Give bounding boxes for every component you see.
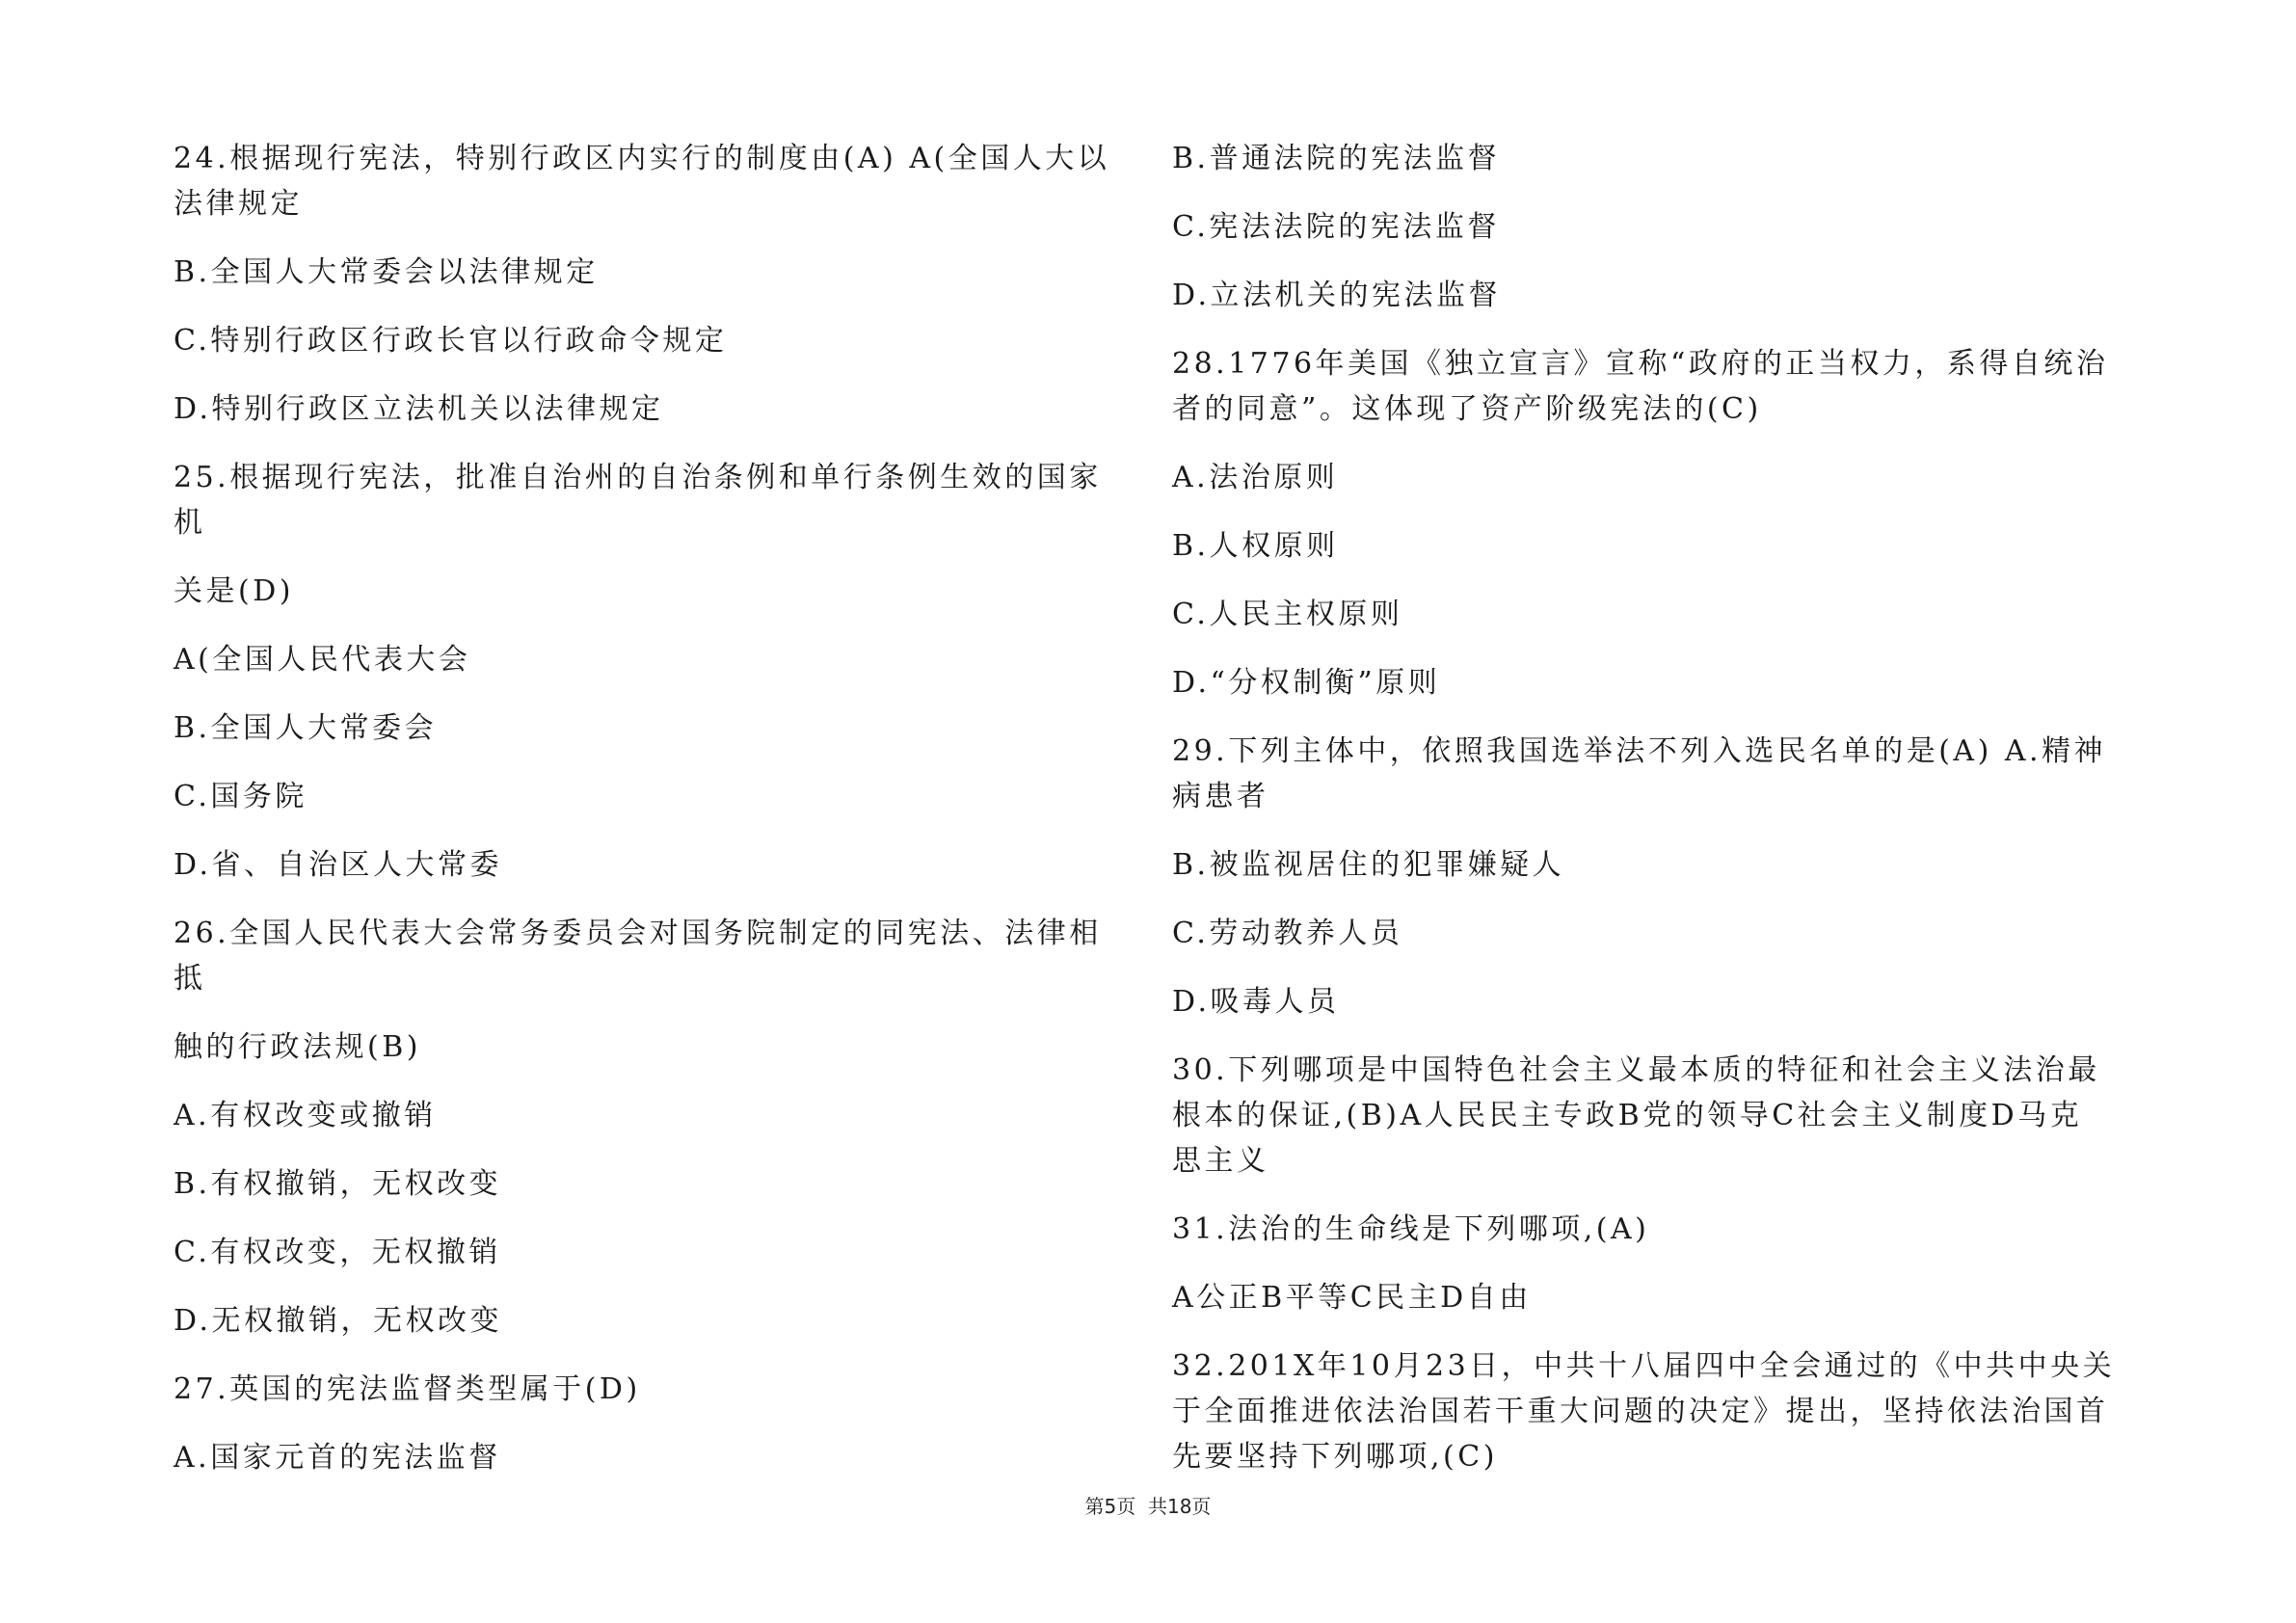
question-paragraph bbox=[174, 136, 1128, 226]
question-paragraph bbox=[174, 455, 1128, 545]
text-line: 触的行政法规(B) bbox=[174, 1030, 421, 1064]
question-paragraph bbox=[174, 386, 1128, 432]
text-line: B.人权原则 bbox=[1172, 529, 1339, 563]
text-line: A(全国人民代表大会 bbox=[174, 643, 471, 677]
text-line: 24.根据现行宪法，特别行政区内实行的制度由(A) A(全国人大以 bbox=[174, 142, 1110, 175]
question-paragraph bbox=[1172, 911, 2146, 956]
question-paragraph bbox=[174, 569, 1128, 614]
question-paragraph bbox=[1172, 1207, 2146, 1252]
question-paragraph bbox=[174, 1298, 1128, 1344]
text-line: 30.下列哪项是中国特色社会主义最本质的特征和社会主义法治最 bbox=[1172, 1053, 2100, 1087]
question-paragraph bbox=[1172, 660, 2146, 705]
question-paragraph bbox=[174, 1435, 1128, 1480]
question-paragraph bbox=[1172, 729, 2146, 819]
question-paragraph bbox=[1172, 842, 2146, 888]
text-line: D.“分权制衡”原则 bbox=[1172, 666, 1441, 700]
text-line: C.特别行政区行政长官以行政命令规定 bbox=[174, 324, 728, 358]
text-line: 25.根据现行宪法，批准自治州的自治条例和单行条例生效的国家 bbox=[174, 461, 1102, 494]
text-line: 者的同意”。这体现了资产阶级宪法的(C) bbox=[1172, 392, 1762, 426]
text-line: 32.201X年10月23日，中共十八届四中全会通过的《中共中央关 bbox=[1172, 1349, 2116, 1383]
text-line: 31.法治的生命线是下列哪项,(A) bbox=[1172, 1212, 1650, 1246]
question-paragraph bbox=[1172, 341, 2146, 432]
question-paragraph bbox=[1172, 455, 2146, 500]
text-line: 关是(D) bbox=[174, 574, 294, 608]
question-paragraph bbox=[1172, 523, 2146, 569]
text-line: D.立法机关的宪法监督 bbox=[1172, 279, 1502, 312]
text-line: 先要坚持下列哪项,(C) bbox=[1172, 1440, 1498, 1474]
text-line: 根本的保证,(B)A人民民主专政B党的领导C社会主义制度D马克 bbox=[1172, 1099, 2083, 1132]
text-line: A.国家元首的宪法监督 bbox=[174, 1441, 501, 1475]
page-footer: 第5页 共18页 bbox=[1084, 1495, 1212, 1518]
question-paragraph bbox=[174, 1367, 1128, 1412]
text-line: D.吸毒人员 bbox=[1172, 985, 1340, 1019]
question-paragraph bbox=[174, 1230, 1128, 1275]
question-paragraph bbox=[1172, 1344, 2146, 1479]
text-line: B.有权撤销，无权改变 bbox=[174, 1167, 502, 1201]
text-line: A公正B平等C民主D自由 bbox=[1172, 1281, 1532, 1315]
text-line: B.全国人大常委会 bbox=[174, 711, 438, 745]
text-line: D.省、自治区人大常委 bbox=[174, 848, 503, 882]
question-paragraph bbox=[174, 318, 1128, 363]
text-line: A.有权改变或撤销 bbox=[174, 1099, 437, 1132]
question-paragraph bbox=[1172, 592, 2146, 637]
question-paragraph bbox=[1172, 979, 2146, 1024]
question-paragraph bbox=[174, 774, 1128, 819]
text-line: B.普通法院的宪法监督 bbox=[1172, 142, 1501, 175]
text-line: A.法治原则 bbox=[1172, 461, 1339, 494]
question-paragraph bbox=[1172, 204, 2146, 250]
text-line: 28.1776年美国《独立宣言》宣称“政府的正当权力，系得自统治 bbox=[1172, 347, 2109, 381]
question-paragraph bbox=[174, 911, 1128, 1001]
left-column bbox=[174, 136, 1128, 1503]
text-line: C.劳动教养人员 bbox=[1172, 917, 1403, 950]
text-line: C.有权改变，无权撤销 bbox=[174, 1236, 501, 1269]
text-line: D.特别行政区立法机关以法律规定 bbox=[174, 392, 664, 426]
text-line: C.国务院 bbox=[174, 780, 307, 813]
text-line: 26.全国人民代表大会常务委员会对国务院制定的同宪法、法律相 bbox=[174, 917, 1102, 950]
question-paragraph bbox=[174, 250, 1128, 295]
question-paragraph bbox=[174, 705, 1128, 751]
text-line: 29.下列主体中，依照我国选举法不列入选民名单的是(A) A.精神 bbox=[1172, 734, 2107, 768]
text-line: 于全面推进依法治国若干重大问题的决定》提出，坚持依法治国首 bbox=[1172, 1395, 2109, 1428]
question-paragraph bbox=[174, 637, 1128, 682]
text-line: C.宪法法院的宪法监督 bbox=[1172, 210, 1500, 244]
question-paragraph bbox=[174, 842, 1128, 888]
text-line: 机 bbox=[174, 506, 206, 540]
text-line: C.人民主权原则 bbox=[1172, 598, 1403, 631]
text-line: 抵 bbox=[174, 962, 206, 996]
text-line: D.无权撤销，无权改变 bbox=[174, 1304, 503, 1338]
question-paragraph bbox=[174, 1161, 1128, 1207]
text-line: B.全国人大常委会以法律规定 bbox=[174, 255, 599, 289]
text-line: 法律规定 bbox=[174, 187, 303, 221]
text-line: 思主义 bbox=[1172, 1144, 1269, 1178]
text-line: B.被监视居住的犯罪嫌疑人 bbox=[1172, 848, 1565, 882]
question-paragraph bbox=[1172, 136, 2146, 181]
right-column bbox=[1172, 136, 2146, 1503]
question-paragraph bbox=[1172, 273, 2146, 318]
text-line: 27.英国的宪法监督类型属于(D) bbox=[174, 1372, 641, 1406]
question-paragraph bbox=[174, 1093, 1128, 1138]
question-paragraph bbox=[1172, 1048, 2146, 1184]
question-paragraph bbox=[174, 1024, 1128, 1070]
text-line: 病患者 bbox=[1172, 780, 1269, 813]
question-paragraph bbox=[1172, 1275, 2146, 1320]
